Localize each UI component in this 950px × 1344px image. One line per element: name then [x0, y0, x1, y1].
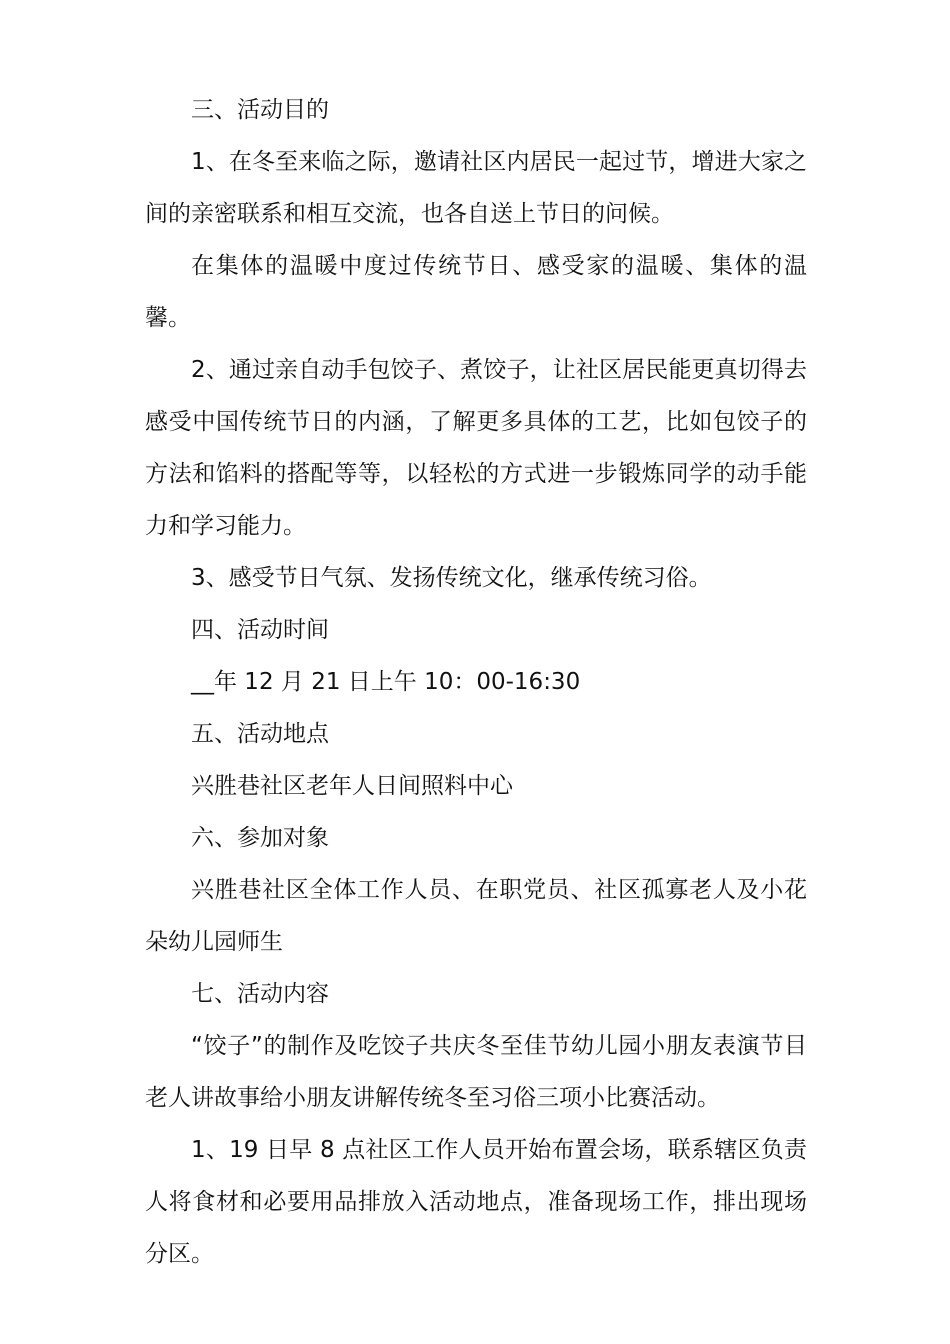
purpose-item-2: 2、通过亲自动手包饺子、煮饺子，让社区居民能更真切得去感受中国传统节日的内涵，了解更多具体的工艺，比如包饺子的方法和馅料的搭配等等，以轻松的方式进一步锻炼同学的动手能力和学习能力。	[145, 357, 807, 539]
activity-location-text: 兴胜巷社区老年人日间照料中心	[191, 773, 513, 799]
activity-time-text: __年 12 月 21 日上午 10：00-16:30	[191, 669, 581, 695]
heading-participants: 六、参加对象	[191, 825, 329, 851]
participants-text: 兴胜巷社区全体工作人员、在职党员、社区孤寡老人及小花朵幼儿园师生	[145, 877, 807, 955]
heading-activity-location: 五、活动地点	[191, 721, 329, 747]
heading-activity-purpose: 三、活动目的	[191, 97, 329, 123]
activity-content-summary: “饺子”的制作及吃饺子共庆冬至佳节幼儿园小朋友表演节目老人讲故事给小朋友讲解传统冬至习俗三项小比赛活动。	[145, 1033, 807, 1111]
purpose-item-3: 3、感受节日气氛、发扬传统文化，继承传统习俗。	[191, 565, 712, 591]
document-page	[145, 84, 807, 1280]
heading-activity-content: 七、活动内容	[191, 981, 329, 1007]
purpose-item-1: 1、在冬至来临之际，邀请社区内居民一起过节，增进大家之间的亲密联系和相互交流，也各自送上节日的问候。	[145, 149, 807, 227]
activity-content-item-1: 1、19 日早 8 点社区工作人员开始布置会场，联系辖区负责人将食材和必要用品排放入活动地点，准备现场工作，排出现场分区。	[145, 1137, 807, 1267]
purpose-item-1-continued: 在集体的温暖中度过传统节日、感受家的温暖、集体的温馨。	[145, 253, 807, 331]
heading-activity-time: 四、活动时间	[191, 617, 329, 643]
